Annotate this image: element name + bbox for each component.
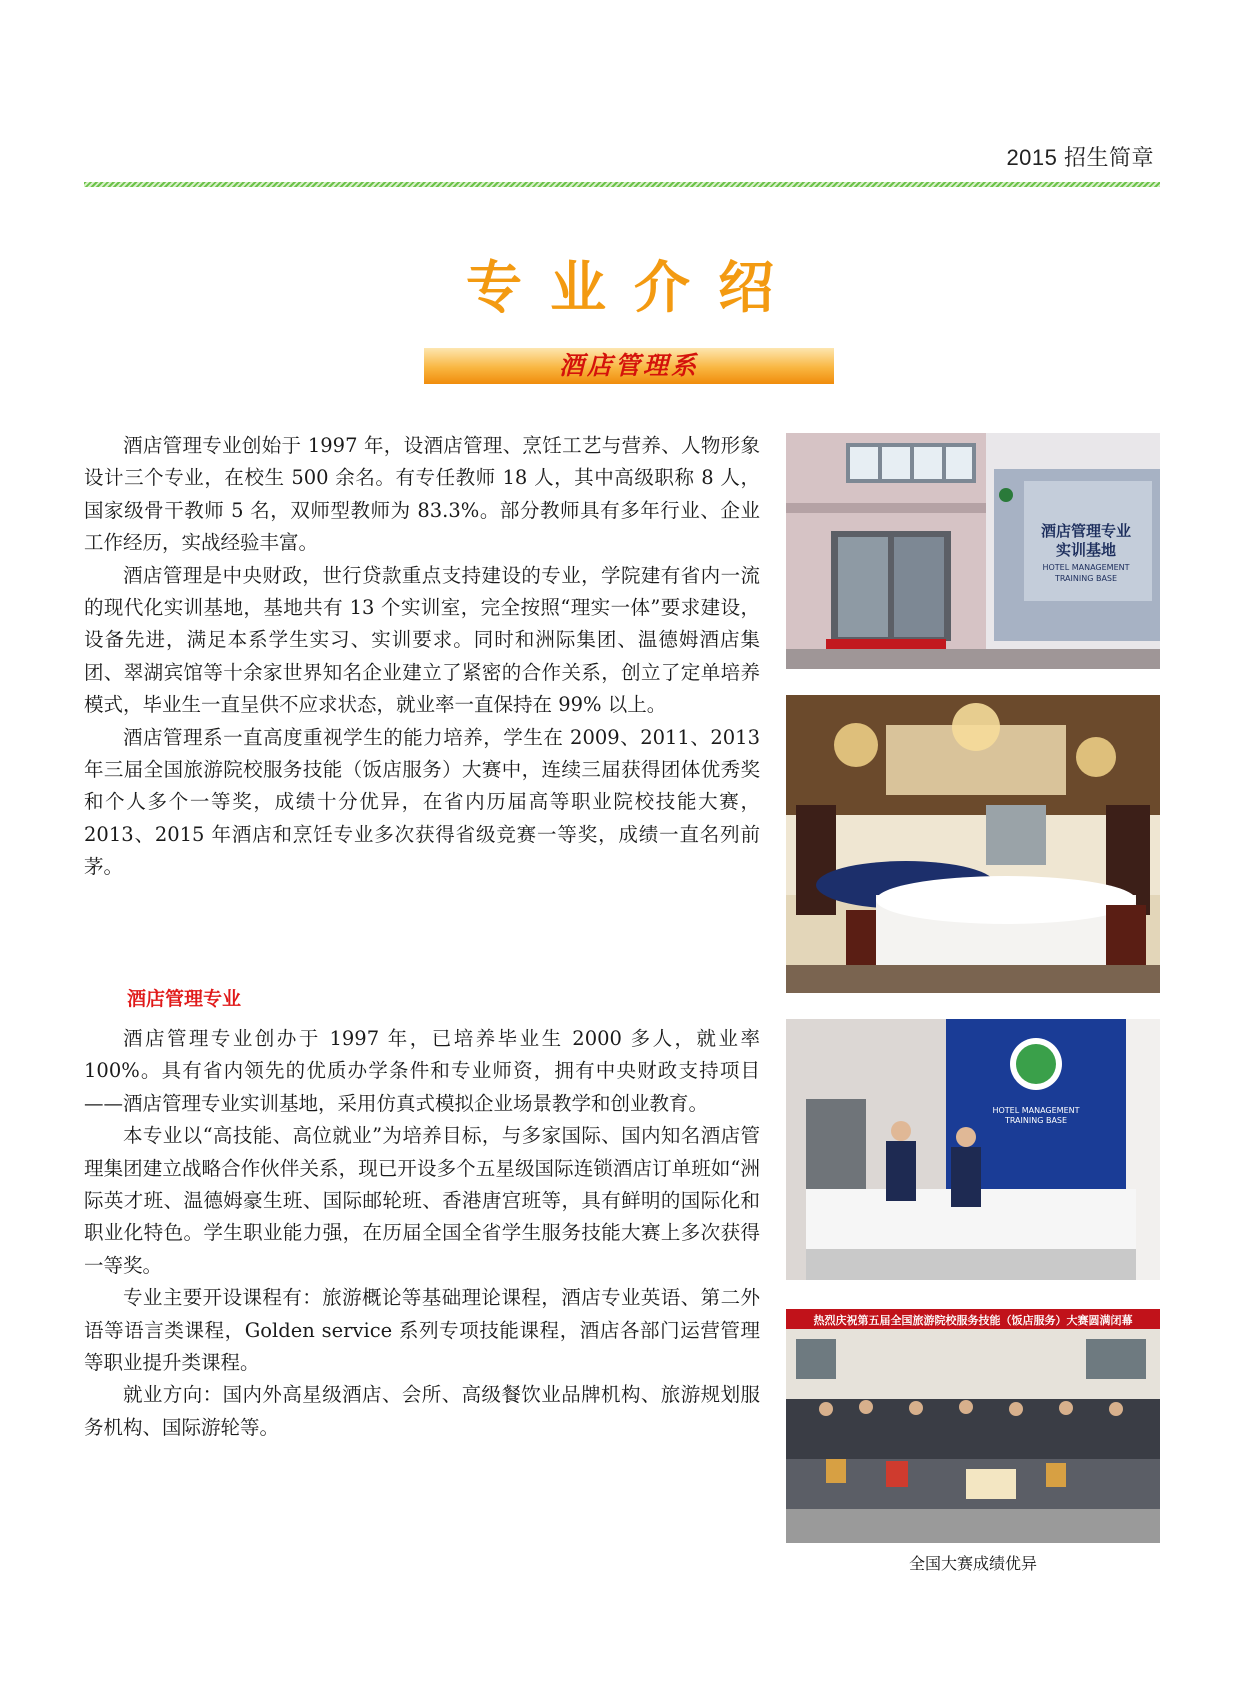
major-paragraph: 专业主要开设课程有：旅游概论等基础理论课程，酒店专业英语、第二外语等语言类课程，Golden service 系列专项技能课程，酒店各部门运营管理等职业提升类课程。 (84, 1286, 760, 1375)
photo-training-lobby (786, 1019, 1160, 1280)
major-paragraph: 就业方向：国内外高星级酒店、会所、高级餐饮业品牌机构、旅游规划服务机构、国际游轮等。 (84, 1383, 760, 1439)
page-title: 专业介绍 (466, 255, 802, 321)
restaurant-illustration (786, 695, 1160, 993)
building-illustration (786, 433, 1160, 669)
major-section (84, 1023, 760, 1444)
award-banner-text: 热烈庆祝第五届全国旅游院校服务技能（饭店服务）大赛圆满闭幕 (813, 1314, 1133, 1327)
lobby-illustration (786, 1019, 1160, 1280)
major-paragraph: 酒店管理专业创办于 1997 年，已培养毕业生 2000 多人，就业率 100%。具有省内领先的优质办学条件和专业师资，拥有中央财政支持项目——酒店管理专业实训基地，采用仿真式模拟企业场景教学和创业教育。 (84, 1027, 760, 1115)
building-sign-text: HOTEL MANAGEMENT (1042, 563, 1130, 572)
department-label: 酒店管理系 (558, 351, 699, 380)
photo-award-ceremony (786, 1309, 1160, 1543)
intro-paragraph: 酒店管理专业创始于 1997 年，设酒店管理、烹饪工艺与营养、人物形象设计三个专业，在校生 500 余名。有专任教师 18 人，其中高级职称 8 人，国家级骨干教师 5 名，双师型教师为 83.3%。部分教师具有多年行业、企业工作经历，实战经验丰富。 (84, 434, 760, 555)
building-sign-text: 酒店管理专业 (1040, 522, 1132, 540)
intro-paragraph: 酒店管理系一直高度重视学生的能力培养，学生在 2009、2011、2013 年三届全国旅游院校服务技能（饭店服务）大赛中，连续三届获得团体优秀奖和个人多个一等奖，成绩十分优异，在省内历届高等职业院校技能大赛，2013、2015 年酒店和烹饪专业多次获得省级竞赛一等奖，成绩一直名列前茅。 (84, 725, 760, 879)
photo-training-restaurant (786, 695, 1160, 993)
photo-caption: 全国大赛成绩优异 (908, 1554, 1037, 1573)
lobby-sign-text: HOTEL MANAGEMENT (992, 1106, 1080, 1115)
header-divider (84, 182, 1160, 187)
photo-training-base-building (786, 433, 1160, 669)
intro-section (84, 430, 760, 884)
award-illustration (786, 1309, 1160, 1543)
major-heading: 酒店管理专业 (127, 989, 242, 1010)
building-sign-text: TRAINING BASE (1054, 574, 1118, 583)
header-title: 2015 招生简章 (1006, 145, 1154, 170)
intro-paragraph: 酒店管理是中央财政，世行贷款重点支持建设的专业，学院建有省内一流的现代化实训基地，基地共有 13 个实训室，完全按照“理实一体”要求建设，设备先进，满足本系学生实习、实训要求。同时和洲际集团、温德姆酒店集团、翠湖宾馆等十余家世界知名企业建立了紧密的合作关系，创立了定单培养模式，毕业生一直呈供不应求状态，就业率一直保持在 99% 以上。 (84, 563, 760, 717)
lobby-sign-text: TRAINING BASE (1004, 1116, 1068, 1125)
major-paragraph: 本专业以“高技能、高位就业”为培养目标，与多家国际、国内知名酒店管理集团建立战略合作伙伴关系，现已开设多个五星级国际连锁酒店订单班如“洲际英才班、温德姆豪生班、国际邮轮班、香港唐宫班等，具有鲜明的国际化和职业化特色。学生职业能力强，在历届全国全省学生服务技能大赛上多次获得一等奖。 (84, 1124, 760, 1277)
building-sign-text: 实训基地 (1055, 541, 1117, 559)
